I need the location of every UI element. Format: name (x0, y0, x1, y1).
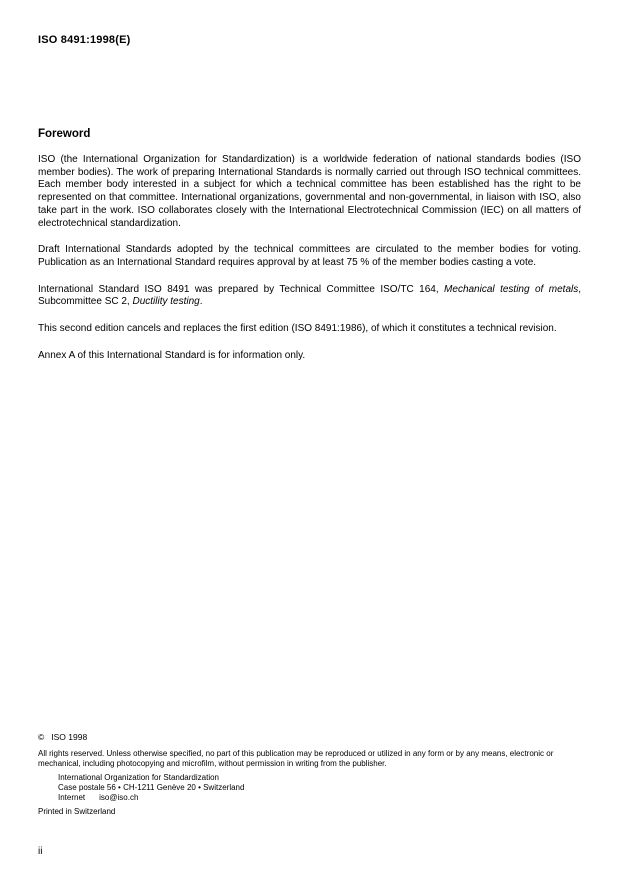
copyright-text: ISO 1998 (51, 732, 88, 742)
paragraph-text: . (199, 296, 203, 308)
rights-notice: All rights reserved. Unless otherwise specified, no part of this publication may be reproduced or utilized in any form or by any means, electronic or mechanical, including photocopying and microfilm, without permission in writing from the publisher. (38, 749, 554, 768)
foreword-paragraph-3 (38, 284, 581, 309)
foreword-paragraph-5: Annex A of this International Standard is for information only. (38, 349, 306, 361)
paragraph-text: International Standard ISO 8491 was prepared by Technical Committee ISO/TC 164, (38, 283, 445, 295)
copyright-line (38, 732, 581, 742)
foreword-paragraph-2: Draft International Standards adopted by the technical committees are circulated to the member bodies for voting. Publication as an International Standard requires approval by at least 75 % of the member bodies casting a vote. (38, 244, 581, 268)
page-number: ii (38, 846, 43, 857)
page-content (0, 0, 619, 362)
printed-in-line: Printed in Switzerland (38, 807, 116, 816)
publisher-address-block (58, 773, 581, 803)
committee-name-italic: Mechanical testing of metals (444, 283, 579, 295)
copyright-symbol: © (38, 732, 45, 742)
publisher-email: iso@iso.ch (99, 793, 139, 802)
publisher-internet-line (58, 793, 581, 803)
foreword-paragraph-4: This second edition cancels and replaces the first edition (ISO 8491:1986), of which it constitutes a technical revision. (38, 323, 557, 335)
page-footer (38, 732, 581, 857)
subcommittee-name-italic: Ductility testing (132, 296, 200, 308)
paragraph-text: , Subcommittee SC 2, (38, 283, 582, 308)
foreword-heading: Foreword (38, 128, 91, 140)
internet-label: Internet (58, 793, 86, 802)
document-id: ISO 8491:1998(E) (38, 34, 131, 46)
publisher-address: Case postale 56 • CH-1211 Genève 20 • Switzerland (58, 783, 245, 792)
foreword-paragraph-1: ISO (the International Organization for Standardization) is a worldwide federation of national standards bodies (ISO member bodies). The work of preparing International Standards is normally carried out through ISO technical committees. Each member body interested in a subject for which a technical committee has been established has the right to be represented on that committee. International organizations, governmental and non-governmental, in liaison with ISO, also take part in the work. ISO collaborates closely with the International Electrotechnical Commission (IEC) on all matters of electrotechnical standardization. (38, 154, 581, 229)
publisher-name: International Organization for Standardization (58, 773, 219, 782)
